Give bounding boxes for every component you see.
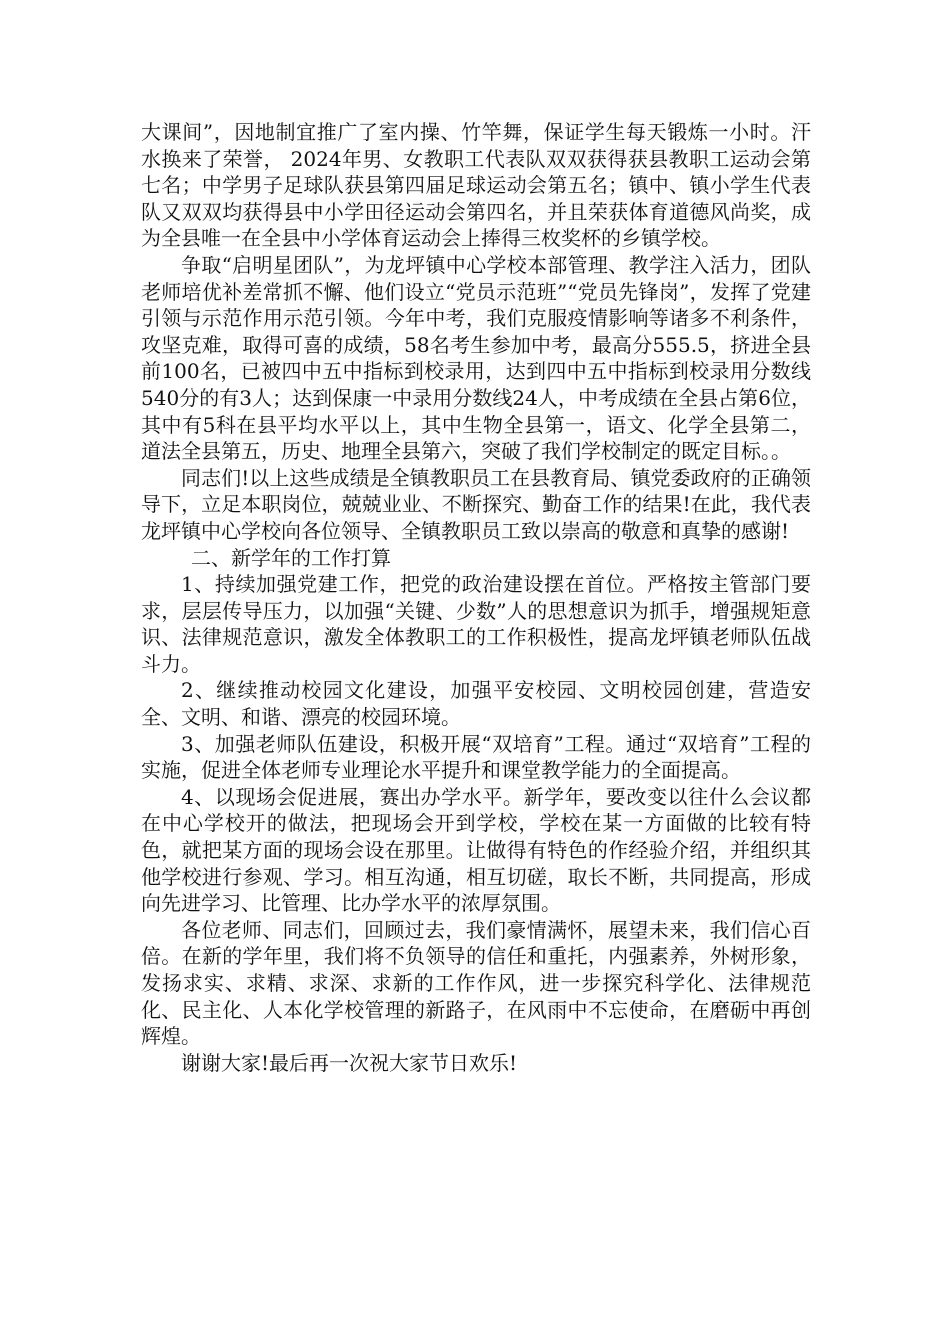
section-heading-new-year-plans: 二、新学年的工作打算 xyxy=(191,545,391,570)
paragraph-team-exam-results: 争取“启明星团队”，为龙坪镇中心学校本部管理、教学注入活力，团队老师培优补差常抓不懈、他们设立“党员示范班”“党员先锋岗”，发挥了党建引领与示范作用示范引领。今年中考，我们克服疫情影响等诸多不利条件，攻坚克难，取得可喜的成绩，58名考生参加中考，最高分555.5，挤进全县前100名，已被四中五中指标到校录用，达到四中五中指标到校录用分数线540分的有3人；达到保康一中录用分数线24人，中考成绩在全县占第6位，其中有5科在县平均水平以上，其中生物全县第一，语文、化学全县第二，道法全县第五，历史、地理全县第六，突破了我们学校制定的既定目标。。 xyxy=(141,252,811,464)
document-body xyxy=(141,119,811,1076)
paragraph-thanks: 同志们!以上这些成绩是全镇教职员工在县教育局、镇党委政府的正确领导下，立足本职岗位，兢兢业业、不断探究、勤奋工作的结果!在此，我代表龙坪镇中心学校向各位领导、全镇教职员工致以崇高的敬意和真挚的感谢! xyxy=(141,465,811,543)
paragraph-sports-achievements: 大课间”，因地制宜推广了室内操、竹竿舞，保证学生每天锻炼一小时。汗水换来了荣誉， 2024年男、女教职工代表队双双获得获县教职工运动会第七名；中学男子足球队获县第四届足球运动会第五名；镇中、镇小学生代表队又双双均获得县中小学田径运动会第四名，并且荣获体育道德风尚奖，成为全县唯一在全县中小学体育运动会上捧得三枚奖杯的乡镇学校。 xyxy=(141,120,811,251)
paragraph-farewell: 谢谢大家!最后再一次祝大家节日欢乐! xyxy=(181,1050,518,1075)
paragraph-plan-2: 2、继续推动校园文化建设，加强平安校园、文明校园创建，营造安全、文明、和谐、漂亮的校园环境。 xyxy=(141,678,811,730)
paragraph-closing: 各位老师、同志们，回顾过去，我们豪情满怀，展望未来，我们信心百倍。在新的学年里，我们将不负领导的信任和重托，内强素养，外树形象，发扬求实、求精、求深、求新的工作作风，进一步探究科学化、法律规范化、民主化、人本化学校管理的新路子，在风雨中不忘使命，在磨砺中再创辉煌。 xyxy=(141,917,811,1049)
paragraph-plan-4: 4、以现场会促进展，赛出办学水平。新学年，要改变以往什么会议都在中心学校开的做法，把现场会开到学校，学校在某一方面做的比较有特色，就把某方面的现场会设在那里。让做得有特色的作经验介绍，并组织其他学校进行参观、学习。相互沟通，相互切磋，取长不断，共同提高，形成向先进学习、比管理、比办学水平的浓厚氛围。 xyxy=(141,784,811,916)
paragraph-plan-1: 1、持续加强党建工作，把党的政治建设摆在首位。严格按主管部门要求，层层传导压力，以加强“关键、少数”人的思想意识为抓手，增强规矩意识、法律规范意识，激发全体教职工的工作积极性，提高龙坪镇老师队伍战斗力。 xyxy=(141,572,811,676)
paragraph-plan-3: 3、加强老师队伍建设，积极开展“双培育”工程。通过“双培育”工程的实施，促进全体老师专业理论水平提升和课堂教学能力的全面提高。 xyxy=(141,731,811,783)
